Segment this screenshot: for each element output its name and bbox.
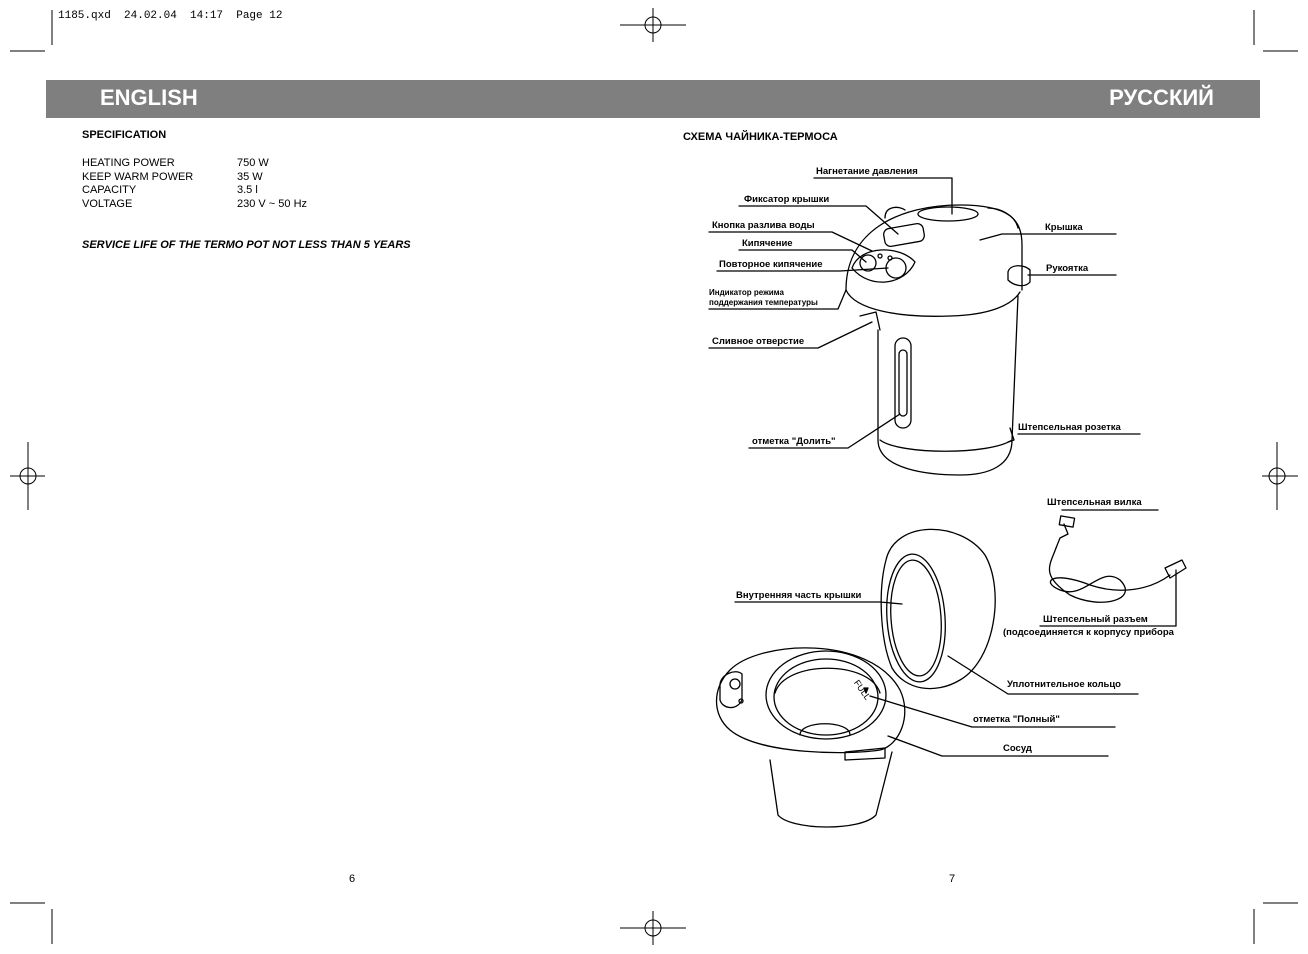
label-connector-line1: Штепсельный разъем: [1043, 614, 1148, 625]
spec-name: CAPACITY: [82, 184, 137, 197]
page-number-right: 7: [949, 873, 956, 885]
label-lid-inner: Внутренняя часть крышки: [736, 590, 862, 601]
spec-name: HEATING POWER: [82, 157, 175, 169]
label-connector-line2: (подсоединяется к корпусу прибора: [1003, 627, 1174, 638]
language-title-russian: РУССКИЙ: [1109, 85, 1214, 110]
label-socket: Штепсельная розетка: [1018, 422, 1121, 433]
page-number-left: 6: [349, 873, 356, 885]
label-drain: Сливное отверстие: [712, 336, 805, 347]
label-indicator-line2: поддержания температуры: [709, 298, 818, 307]
label-refill-mark: отметка "Долить": [752, 436, 836, 447]
label-lid-lock: Фиксатор крышки: [744, 194, 830, 205]
label-pressure: Нагнетание давления: [816, 166, 918, 177]
label-boiling: Кипячение: [742, 238, 793, 249]
label-full-mark: отметка "Полный": [973, 714, 1060, 725]
label-indicator-line1: Индикатор режима: [709, 288, 784, 297]
spec-name: VOLTAGE: [82, 198, 133, 211]
spec-value: 35 W: [237, 170, 263, 183]
label-vessel: Сосуд: [1003, 743, 1032, 754]
spec-value: 750 W: [237, 157, 269, 169]
printer-slug: 1185.qxd 24.02.04 14:17 Page 12: [58, 10, 283, 22]
diagram-heading: СХЕМА ЧАЙНИКА-ТЕРМОСА: [683, 131, 838, 143]
label-dispense-button: Кнопка разлива воды: [712, 220, 815, 231]
label-handle: Рукоятка: [1046, 263, 1089, 274]
spec-value: 230 V ~ 50 Hz: [237, 198, 308, 211]
label-lid: Крышка: [1045, 222, 1083, 233]
full-level-text: FULL: [851, 678, 873, 702]
service-life-note: SERVICE LIFE OF THE TERMO POT NOT LESS THAN 5 YEARS: [82, 239, 411, 251]
label-seal-ring: Уплотнительное кольцо: [1007, 679, 1121, 690]
label-reboil: Повторное кипячение: [719, 259, 823, 270]
spec-name: KEEP WARM POWER: [82, 170, 194, 183]
specification-heading: SPECIFICATION: [82, 129, 167, 141]
language-title-english: ENGLISH: [100, 85, 198, 110]
label-plug: Штепсельная вилка: [1047, 497, 1142, 508]
spec-value: 3.5 l: [237, 184, 258, 197]
